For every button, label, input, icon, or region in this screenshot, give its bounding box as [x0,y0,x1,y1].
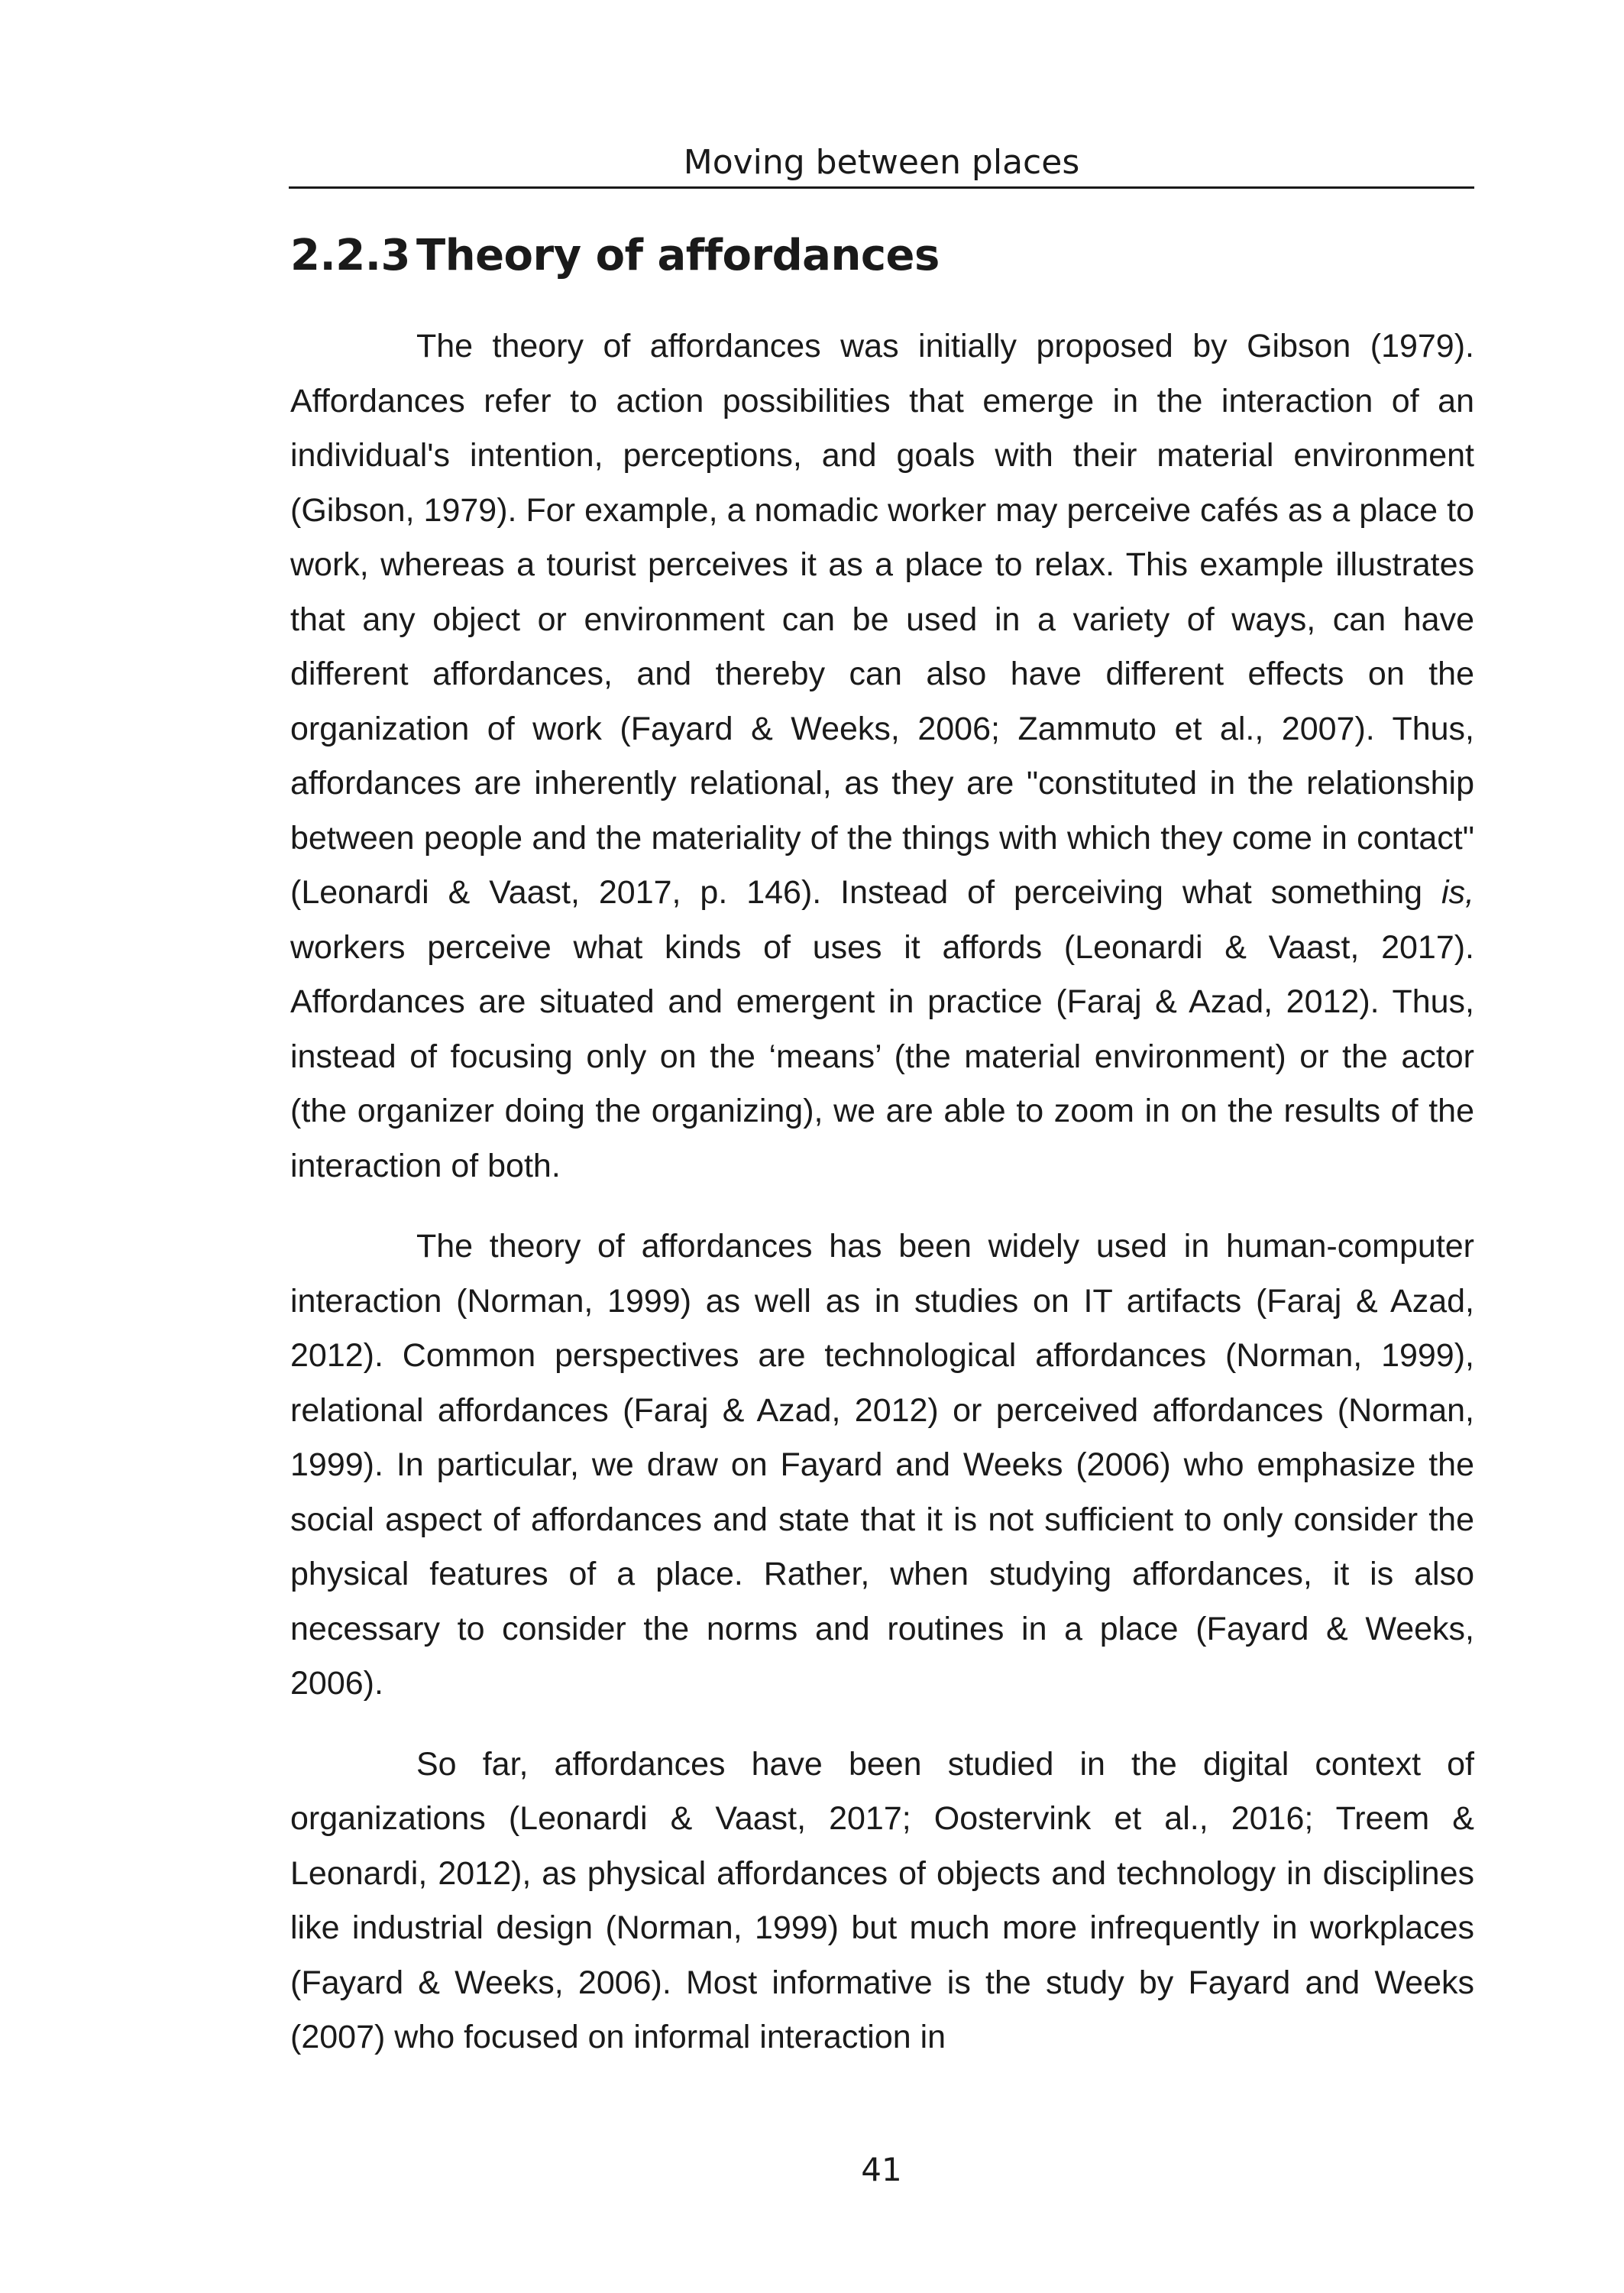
section-heading [290,229,1474,283]
header-rule [289,186,1474,189]
page-number: 41 [861,2151,902,2188]
section-number: 2.2.3 [290,231,410,280]
paragraph-1 [290,319,1474,1193]
running-header: Moving between places [683,143,1080,182]
paragraph-3: So far, affordances have been studied in the digital context of organizations (Leonardi & Vaast, 2017; Oostervink et al., 2016; Treem & Leonardi, 2012), as physical affordances of objects and technology in disciplines like industrial design (Norman, 1999) but much more infrequently in workplaces (Fayard & Weeks, 2006). Most informative is the study by Fayard and Weeks (2007) who focused on informal interaction in [290,1745,1474,2055]
paragraph-2: The theory of affordances has been widely used in human-computer interaction (Norman, 1999) as well as in studies on IT artifacts (Faraj & Azad, 2012). Common perspectives are technological affordances (Norman, 1999), relational affordances (Faraj & Azad, 2012) or perceived affordances (Norman, 1999). In particular, we draw on Fayard and Weeks (2006) who emphasize the social aspect of affordances and state that it is not sufficient to only consider the physical features of a place. Rather, when studying affordances, it is also necessary to consider the norms and routines in a place (Fayard & Weeks, 2006). [290,1228,1474,1702]
paragraph-1-part-1: The theory of affordances was initially proposed by Gibson (1979). Affordances refer to action possibilities that emerge in the interaction of an individual's intention, perceptions, and goals with their material environment (Gibson, 1979). For example, a nomadic worker may perceive cafés as a place to work, whereas a tourist perceives it as a place to relax. This example illustrates that any object or environment can be used in a variety of ways, can have different affordances, and thereby can also have different effects on the organization of work (Fayard & Weeks, 2006; Zammuto et al., 2007). Thus, affordances are inherently relational, as they are "constituted in the relationship between people and the materiality of the things with which they come in contact" (Leonardi & Vaast, 2017, p. 146). Instead of perceiving what something [290,328,1474,911]
body-text [290,319,1474,2091]
paragraph-1-italic: is, [1441,874,1474,911]
paragraph-1-part-2: workers perceive what kinds of uses it affords (Leonardi & Vaast, 2017). Affordances are situated and emergent in practice (Faraj & Azad, 2012). Thus, instead of focusing only on the ‘means’ (the material environment) or the actor (the organizer doing the organizing), we are able to zoom in on the results of the interaction of both. [290,928,1474,1184]
section-title: Theory of affordances [416,231,940,280]
